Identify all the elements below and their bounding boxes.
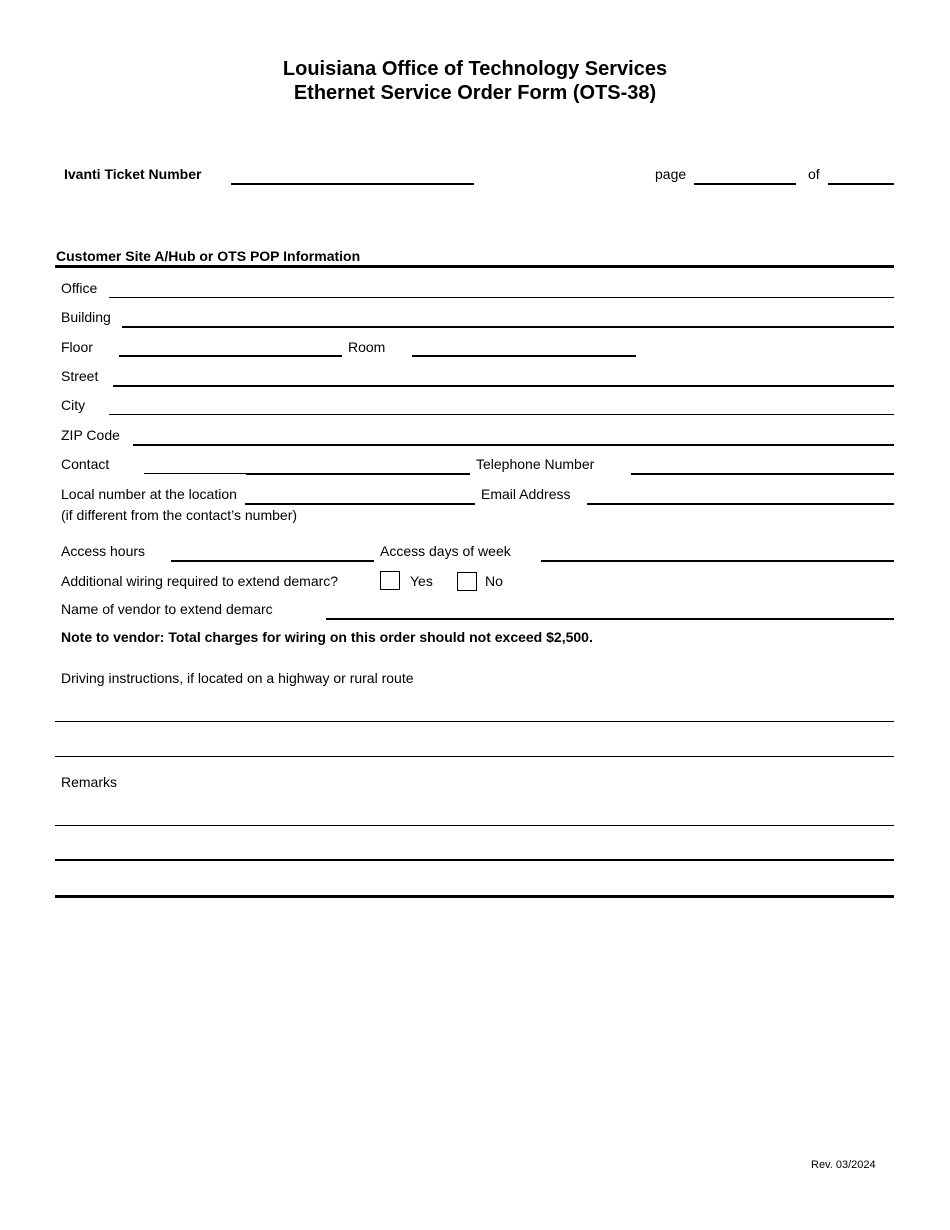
contact-label: Contact [61,456,110,472]
revision-label: Rev. 03/2024 [811,1159,876,1171]
ticket-number-label: Ivanti Ticket Number [64,166,202,182]
zip-label: ZIP Code [61,427,120,443]
local-number-label: Local number at the location [61,486,237,502]
office-label: Office [61,280,98,296]
room-label: Room [348,339,386,355]
street-field[interactable] [113,385,894,387]
contact-field[interactable] [246,473,470,475]
page-label: page [655,166,687,182]
zip-field[interactable] [133,444,894,446]
room-field[interactable] [412,355,636,357]
section-heading: Customer Site A/Hub or OTS POP Information [56,248,361,264]
remarks-line-2[interactable] [55,859,894,861]
no-checkbox[interactable] [457,572,477,591]
form-title-line-2: Ethernet Service Order Form (OTS-38) [293,82,657,104]
additional-wiring-label: Additional wiring required to extend demarc? [61,573,339,589]
of-label: of [808,166,820,182]
building-field[interactable] [122,326,894,328]
driving-instructions-line-1[interactable] [55,721,894,722]
email-label: Email Address [481,486,571,502]
email-field[interactable] [587,503,894,505]
form-bottom-rule [55,895,894,898]
page-number-field[interactable] [694,183,796,185]
access-hours-field[interactable] [171,560,374,562]
yes-label: Yes [410,573,433,589]
contact-field-segment[interactable] [144,473,246,474]
vendor-name-label: Name of vendor to extend demarc [61,601,273,617]
vendor-name-field[interactable] [326,618,894,620]
driving-instructions-label: Driving instructions, if located on a highway or rural route [61,670,414,686]
floor-label: Floor [61,339,93,355]
ticket-number-field[interactable] [231,183,474,185]
telephone-label: Telephone Number [476,456,595,472]
city-field[interactable] [109,414,894,415]
floor-field[interactable] [119,355,342,357]
local-number-field[interactable] [245,503,475,505]
local-number-note: (if different from the contact’s number) [61,507,298,523]
street-label: Street [61,368,99,384]
yes-checkbox[interactable] [380,571,400,590]
city-label: City [61,397,86,413]
form-title-line-1: Louisiana Office of Technology Services [282,58,668,80]
access-days-field[interactable] [541,560,894,562]
no-label: No [485,573,503,589]
driving-instructions-line-2[interactable] [55,756,894,757]
building-label: Building [61,309,111,325]
access-hours-label: Access hours [61,543,146,559]
remarks-label: Remarks [61,774,118,790]
access-days-label: Access days of week [380,543,511,559]
telephone-field[interactable] [631,473,894,475]
section-divider [55,265,894,268]
remarks-line-1[interactable] [55,825,894,826]
office-field[interactable] [109,297,894,298]
page-total-field[interactable] [828,183,894,185]
vendor-note: Note to vendor: Total charges for wiring on this order should not exceed $2,500. [61,629,593,645]
